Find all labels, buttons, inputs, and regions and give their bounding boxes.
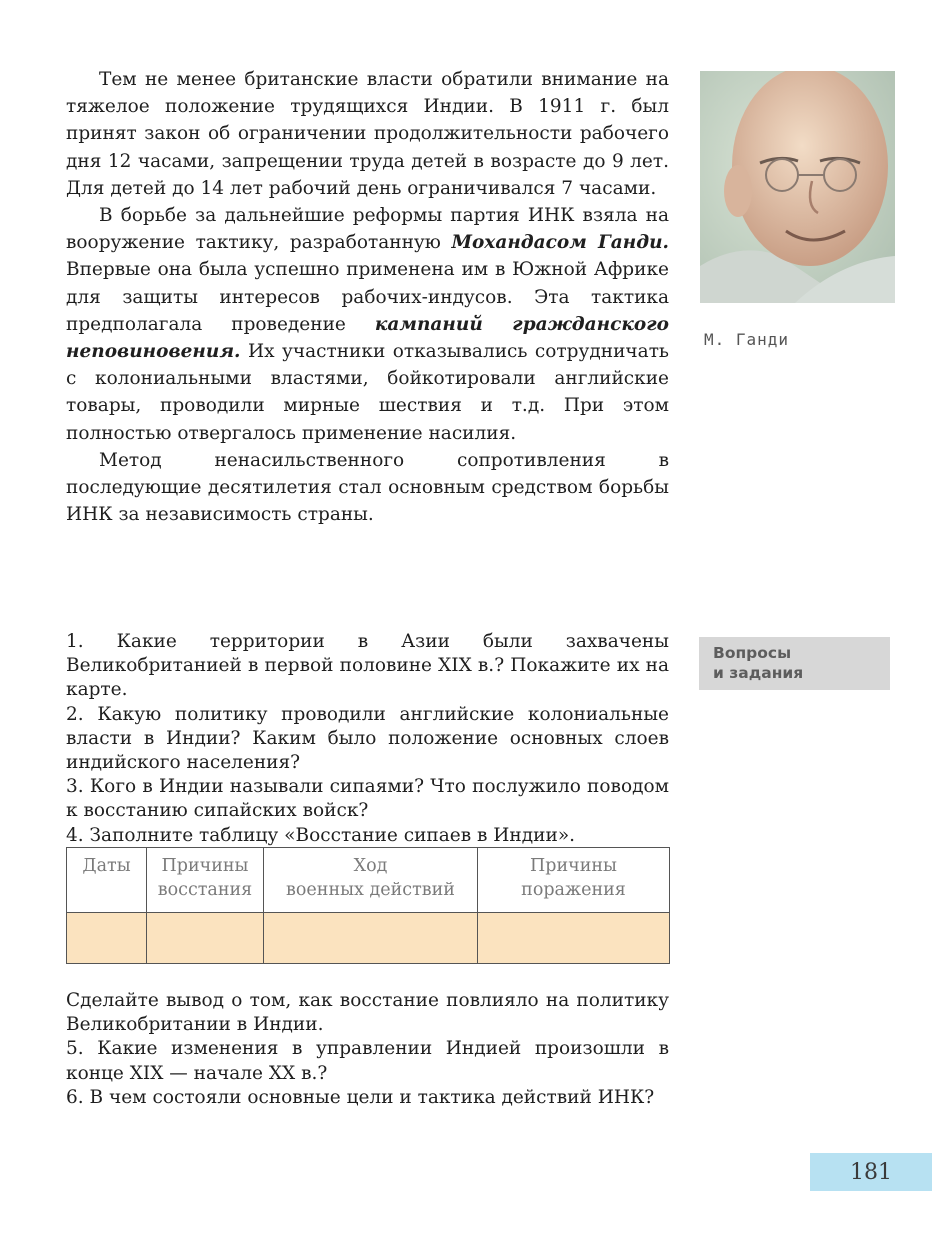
p2-emphasis-campaigns: кампаний гражданского неповиновения. [66, 313, 669, 363]
sepoy-uprising-table [66, 847, 670, 964]
header-course: Ход военных действий [264, 848, 478, 913]
table-header-row [67, 848, 670, 913]
header-dates: Даты [67, 848, 147, 913]
question-3: 3. Кого в Индии называли сипаями? Что послужило поводом к восстанию сипайских войск? [66, 776, 669, 822]
p2-text-a: В борьбе за дальнейшие реформы партия ИНК взяла на вооружение тактику, разработанную [66, 205, 669, 254]
p2-text-d: Их участники отказывались сотрудничать с колониальными властями, бойкотировали английские товары, проводили мирные шествия и т.д. При этом полностью отвергалось применение насилия. [66, 341, 669, 444]
question-5: 5. Какие изменения в управлении Индией произошли в конце XIX — начале XX в.? [66, 1038, 669, 1084]
table-cell[interactable] [478, 913, 670, 964]
p2-emphasis-gandhi: Мохандасом Ганди. [451, 232, 669, 254]
page-number: 181 [810, 1153, 932, 1191]
table-cell[interactable] [67, 913, 147, 964]
questions-after-table [66, 989, 669, 1110]
portrait-caption: М. Ганди [704, 330, 790, 349]
p2-text-c: Впервые она была успешно применена им в Южной Африке для защиты интересов рабочих-индусов. Эта тактика предполагала проведение [66, 259, 669, 335]
questions-label [699, 637, 890, 690]
question-1: 1. Какие территории в Азии были захвачены Великобританией в первой половине XIX в.? Покажите их на карте. [66, 631, 669, 701]
paragraph-1: Тем не менее британские власти обратили внимание на тяжелое положение трудящихся Индии. В 1911 г. был принят закон об ограничении продолжительности рабочего дня 12 часами, запрещении труда детей в возрасте до 9 лет. Для детей до 14 лет рабочий день ограничивался 7 часами. [66, 69, 669, 199]
paragraph-2 [66, 202, 669, 447]
questions-label-line2: и задания [713, 664, 804, 682]
question-6: 6. В чем состояли основные цели и тактика действий ИНК? [66, 1086, 655, 1108]
table-cell[interactable] [264, 913, 478, 964]
conclusion-task: Сделайте вывод о том, как восстание повлияло на политику Великобритании в Индии. [66, 990, 669, 1036]
table-cell[interactable] [147, 913, 264, 964]
questions-list [66, 630, 669, 848]
gandhi-portrait [700, 71, 895, 303]
table-row [67, 913, 670, 964]
main-text [66, 66, 669, 528]
header-causes: Причины восстания [147, 848, 264, 913]
header-defeat: Причины поражения [478, 848, 670, 913]
question-4: 4. Заполните таблицу «Восстание сипаев в Индии». [66, 824, 576, 846]
question-2: 2. Какую политику проводили английские колониальные власти в Индии? Каким было положение основных слоев индийского населения? [66, 703, 669, 774]
paragraph-3: Метод ненасильственного сопротивления в последующие десятилетия стал основным средством борьбы ИНК за независимость страны. [66, 449, 669, 526]
questions-label-line1: Вопросы [713, 644, 792, 662]
